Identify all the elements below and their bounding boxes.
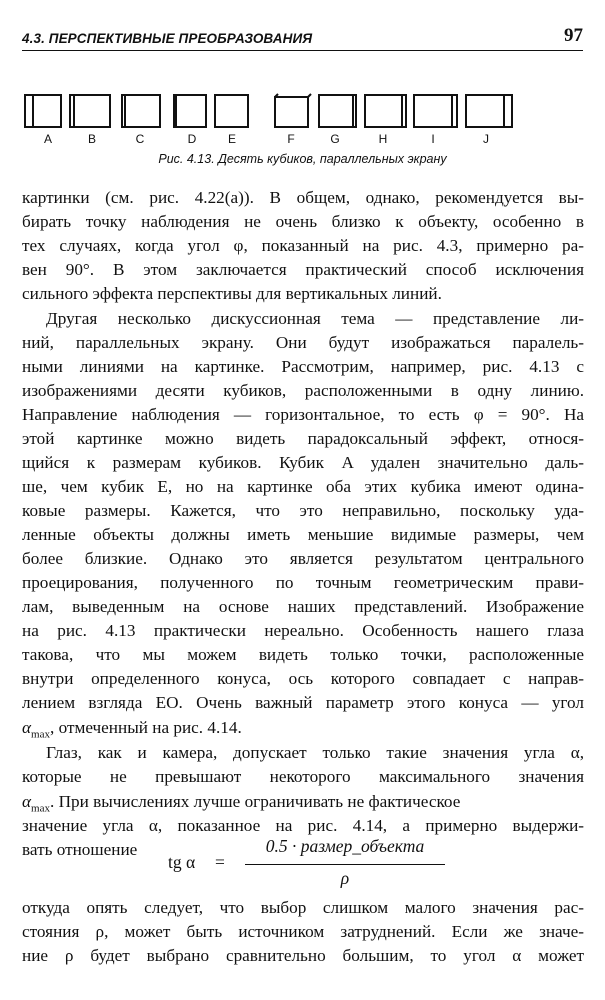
text-line: ше, чем кубик E, но на картинке оба этих кубика имеют одина- [22, 477, 584, 496]
text-line: такова, что мы можем видеть только точки, расположенные [22, 645, 584, 664]
text-line: ние ρ будет выбрано сравнительно большим, то угол α может [22, 946, 584, 965]
cube-label-d: D [187, 132, 197, 146]
text-line: откуда опять следует, что выбор слишком малого значения рас- [22, 898, 584, 917]
cube-i [414, 95, 457, 127]
text-line: стояния ρ, может быть источником затруднений. Если же значе- [22, 922, 584, 941]
text-line: значение угла α, показанное на рис. 4.14, а примерно выдержи- [22, 816, 584, 835]
formula-equals: = [215, 852, 225, 872]
text-line: изображениями десяти кубиков, расположенными в одну линию. [22, 381, 584, 400]
cube-a [25, 95, 61, 127]
figure-caption: Рис. 4.13. Десять кубиков, параллельных экрану [158, 152, 447, 166]
cube-h [365, 95, 406, 127]
text-line: которые не превышают некоторого максимального значения [22, 767, 584, 786]
text-line: этой картинке можно видеть парадоксальный эффект, относя- [22, 429, 584, 448]
cube-label-a: A [43, 132, 52, 146]
text-line [22, 790, 584, 814]
text-line: ными линиями на картинке. Рассмотрим, например, рис. 4.13 с [22, 357, 584, 376]
cube-label-i: I [431, 132, 435, 146]
text-line: щийся к размерам кубиков. Кубик A удален значительно даль- [22, 453, 584, 472]
alpha-subscript: max [31, 728, 50, 741]
text-line: сильного эффекта перспективы для вертикальных линий. [22, 284, 442, 303]
formula-denominator: ρ [340, 868, 350, 888]
text-line: ленные объекты должны иметь меньшие видимые размеры, чем [22, 525, 584, 544]
page-number: 97 [564, 25, 583, 46]
cube-d [174, 95, 206, 127]
fraction-bar [245, 864, 445, 865]
text-line: Глаз, как и камера, допускает только такие значения угла α, [46, 743, 584, 762]
text-line: бирать точку наблюдения не очень близко к объекту, особенно в [22, 212, 584, 231]
cube-g [319, 95, 356, 127]
text-line: лам, выведенным на основе наших представлений. Изображение [22, 597, 584, 616]
text-line: Другая несколько дискуссионная тема — представление ли- [46, 309, 584, 328]
cube-label-j: J [483, 132, 489, 146]
text-line: тех случаях, когда угол φ, показанный на рис. 4.3, примерно ра- [22, 236, 584, 255]
text-line: внутри определенного конуса, ось которого совпадает с направ- [22, 669, 584, 688]
alpha-subscript: max [31, 802, 50, 815]
cube-c [122, 95, 160, 127]
text-line [22, 716, 584, 740]
cube-e [215, 95, 248, 127]
cube-label-b: B [87, 132, 96, 146]
text-line: ний, параллельных экрану. Они будут изображаться паралель- [22, 333, 584, 352]
text-line: лением взгляда EO. Очень важный параметр этого конуса — угол [22, 693, 584, 712]
text-line: Направление наблюдения — горизонтальное, то есть φ = 90°. На [22, 405, 584, 424]
cube-b [70, 95, 110, 127]
cube-j [466, 95, 512, 127]
text-line: ковые размеры. Кажется, что это неправильно, поскольку уда- [22, 501, 584, 520]
cube-label-h: H [378, 132, 388, 146]
text-fragment: . При вычислениях лучше ограничивать не фактическое [49, 792, 461, 811]
section-title: 4.3. ПЕРСПЕКТИВНЫЕ ПРЕОБРАЗОВАНИЯ [22, 31, 313, 46]
cube-label-c: C [135, 132, 145, 146]
formula-lhs: tg α [168, 852, 196, 872]
cube-f [275, 94, 311, 127]
text-fragment: , отмеченный на рис. 4.14. [49, 718, 242, 737]
text-line: на рис. 4.13 практически нереально. Особенность нашего глаза [22, 621, 584, 640]
formula-numerator: 0.5 · размер_объекта [265, 836, 425, 856]
text-line: более близкие. Однако это является результатом центрального [22, 549, 584, 568]
formula [0, 836, 605, 892]
text-line: вен 90°. В этом заключается практический способ исключения [22, 260, 584, 279]
text-line: картинки (см. рис. 4.22(a)). В общем, однако, рекомендуется вы- [22, 188, 584, 207]
cube-label-g: G [330, 132, 340, 146]
cubes-figure [22, 85, 584, 130]
text-line: проецирования, полученного по точным геометрическим прави- [22, 573, 584, 592]
running-head [22, 25, 583, 51]
cube-label-f: F [287, 132, 295, 146]
text-line: вать отношение [22, 840, 138, 859]
alpha-symbol: α [22, 718, 32, 737]
alpha-symbol: α [22, 792, 32, 811]
cube-label-e: E [227, 132, 236, 146]
